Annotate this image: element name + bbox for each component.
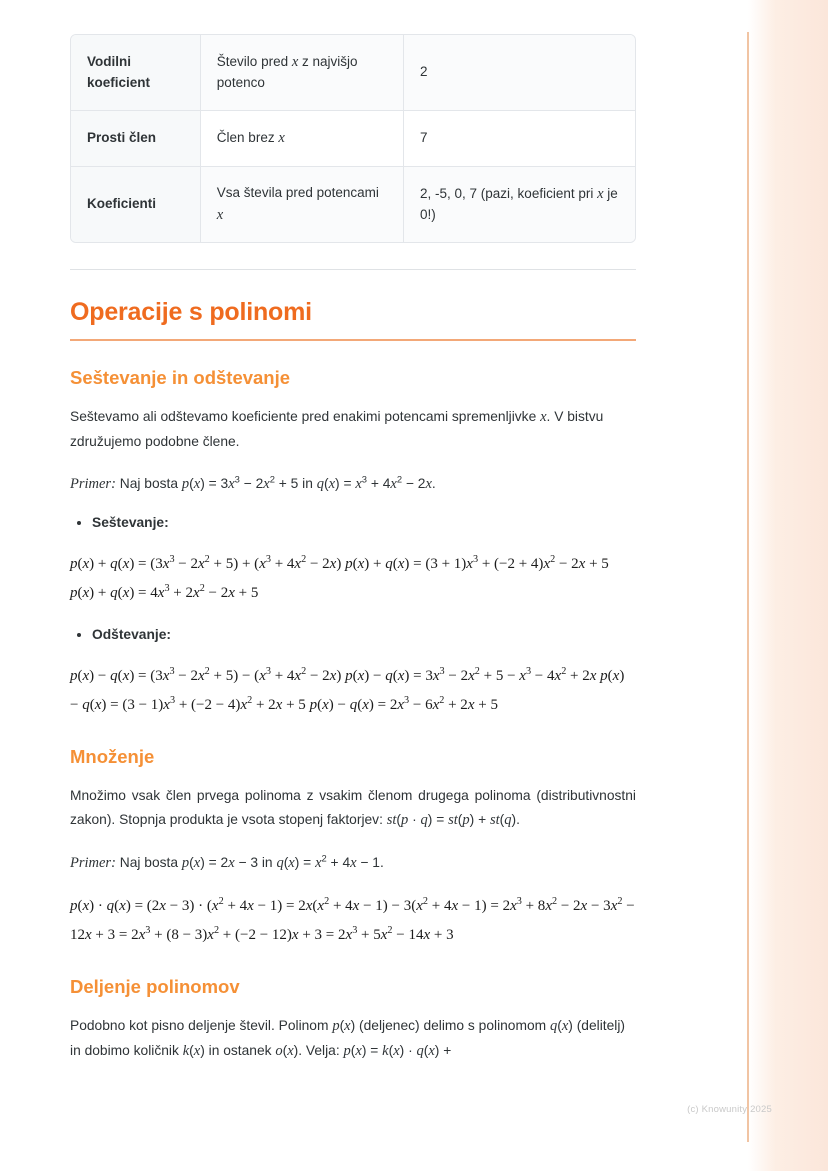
table-cell-value: 2 (404, 35, 635, 110)
terminology-table (70, 34, 636, 243)
heading-addition-subtraction: Seštevanje in odštevanje (70, 367, 291, 389)
list-subtraction (70, 623, 636, 646)
section-divider (70, 269, 636, 270)
page-side-decoration (748, 0, 828, 1171)
value-variable: x (597, 185, 604, 202)
table-row (71, 110, 635, 165)
paragraph-multiplication-intro: Množimo vsak člen prvega polinoma z vsakim členom drugega polinoma (distributivnostni zakon). Stopnja produkta je vsota stopenj faktorjev: st(p · q) = st(p) + st(q). (70, 788, 636, 829)
paragraph-division: Podobno kot pisno deljenje števil. Polinom p(x) (deljenec) delimo s polinomom q(x) (delitelj) in dobimo količnik k(x) in ostanek o(x). Velja: p(x) = k(x) · q(x) + (70, 1018, 626, 1060)
table-cell-term: Koeficienti (71, 166, 201, 242)
title-underline (70, 339, 636, 341)
heading-division: Deljenje polinomov (70, 976, 240, 998)
definition-variable: x (278, 130, 285, 147)
document-content (70, 0, 636, 1064)
table-row (71, 166, 635, 242)
table-cell-value: 7 (404, 110, 635, 165)
formula-subtraction: $p(x) - q(x) = (3x^3 - 2x^2 + 5) - (x^3 + 4x^2 - 2x) p(x) - q(x) = 3x^3 - 2x^2 + 5 - x^3 - 4x^2 + 2x$ $p(x) - q(x) = (3 - 1)x^3 + (-2 - 4)x^2 + 2x + 5$ $p(x) - q(x) = 2x^3 - 6x^2 + 2x + 5$ (70, 665, 625, 714)
table-cell-term: Prosti člen (71, 110, 201, 165)
table-cell-definition (201, 166, 404, 242)
intro-post: . V bistvu združujemo podobne člene. (70, 409, 604, 450)
example-text: Naj bosta p(x) = 2x − 3 in $q(x) = x^2 + 4x - 1$. (119, 853, 384, 872)
list-addition (70, 511, 636, 534)
value-post: je 0!) (420, 185, 618, 223)
definition-pre: Vsa števila pred potencami (216, 184, 379, 200)
page-title: Operacije s polinomi (70, 298, 312, 327)
definition-variable: x (216, 206, 224, 223)
definition-pre: Število pred (216, 54, 292, 69)
heading-multiplication: Množenje (70, 746, 155, 768)
formula-multiplication: $p(x) \cdot q(x) = (2x - 3) \cdot (x^2 + 4x - 1) = 2x(x^2 + 4x - 1) - 3(x^2 + 4x - 1) = 2x^3 + 8x^2 - 2x - 3x^2 - 12x + 3 = 2x^3 + (8 - 3)x^2 + (-2 - 12)x + 3 = 2x^3 + 5x^2 - 14x + 3$ (70, 895, 635, 943)
table-cell-value (404, 166, 635, 242)
table-cell-definition (201, 35, 404, 110)
formula-addition: $p(x) + q(x) = (3x^3 - 2x^2 + 5) + (x^3 + 4x^2 - 2x) p(x) + q(x) = (3 + 1)x^3 + (-2 + 4)x^2 - 2x + 5$ $p(x) + q(x) = 4x^3 + 2x^2 - 2x + 5$ (70, 554, 609, 602)
example-addition (70, 472, 636, 497)
list-item: • Odštevanje: (92, 623, 636, 646)
example-text: Naj bosta $p(x) = 3x^3 - 2x^2 + 5$ in $q(x) = x^3 + 4x^2 - 2x$. (119, 474, 436, 492)
definition-variable: x (291, 54, 299, 70)
definition-pre: Člen brez (216, 130, 279, 146)
example-label: Primer: (70, 475, 116, 492)
copyright-note: (c) Knowunity 2025 (687, 1104, 772, 1115)
example-label: Primer: (70, 855, 116, 872)
page-side-rule (747, 32, 749, 1142)
example-multiplication (70, 851, 636, 876)
paragraph-addition-intro (70, 405, 636, 454)
table-row (71, 35, 635, 110)
value-pre: 2, -5, 0, 7 (pazi, koeficient pri (420, 185, 598, 201)
intro-variable: x (540, 409, 547, 426)
list-item: • Seštevanje: (92, 511, 636, 534)
table-cell-definition (201, 110, 404, 165)
intro-pre: Seštevamo ali odštevamo koeficiente pred enakimi potencami spremenljivke (70, 409, 541, 425)
table-cell-term: Vodilni koeficient (71, 35, 201, 110)
definition-post: z najvišjo potenco (216, 54, 358, 91)
